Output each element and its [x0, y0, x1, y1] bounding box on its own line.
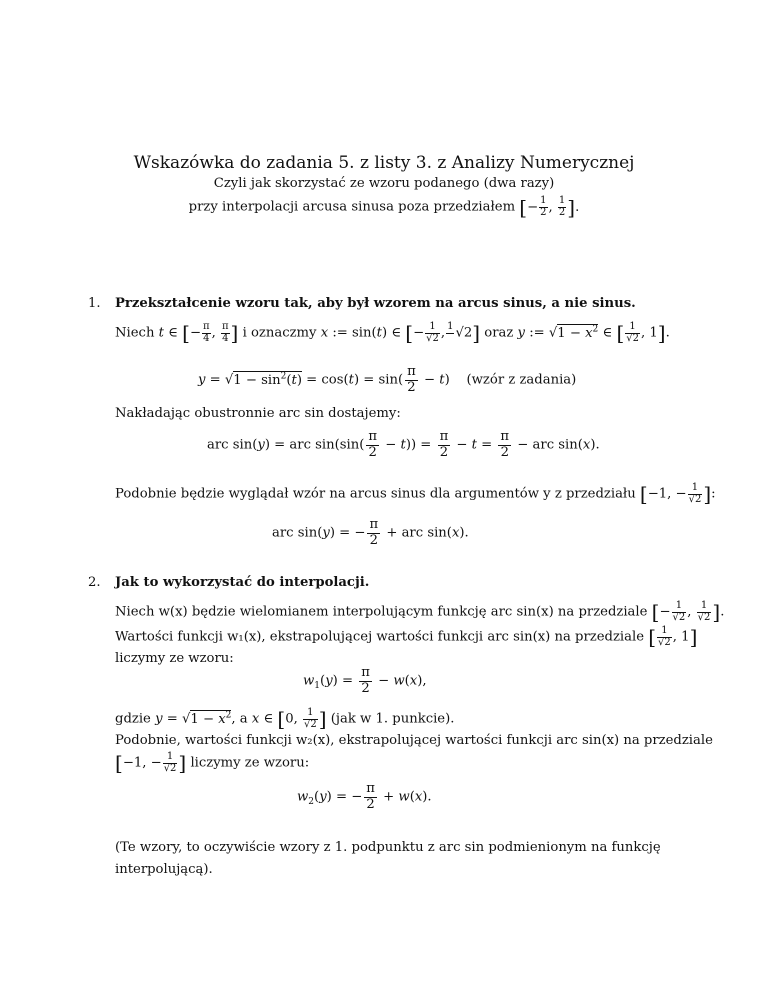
gdzie-word: gdzie — [115, 711, 151, 727]
formula-arcsin-y: arc sin(y) = arc sin(sin( $\frac{\pi}{2}$ − t)) = $\frac{\pi}{2}$ − t = $\frac{\pi}{2}$ − arc sin(x). — [207, 429, 600, 460]
subtitle-line-1: Czyli jak skorzystać ze wzoru podanego (dwa razy) — [213, 176, 555, 191]
line2-text: Wartości funkcji w₁(x), ekstrapolującej wartości funkcji arc sin(x) na przedziale — [115, 629, 645, 645]
line6-text: liczymy ze wzoru: — [190, 755, 310, 771]
page-title: Wskazówka do zadania 5. z listy 3. z Analizy Numerycznej — [133, 153, 635, 173]
line1-text: Niech w(x) będzie wielomianem interpolującym funkcję arc sin(x) na przedziale — [115, 604, 648, 620]
formula-y-cos: $y = √1 - \sin^2(t) = \cos(t) = \sin$( $\frac{\pi}{2}$ − t) (wzór z zadania) — [198, 364, 577, 395]
podobnie-text: Podobnie będzie wyglądał wzór na arcus sinus dla argumentów y z przedziału — [115, 486, 636, 502]
oznaczmy-word: i oznaczmy — [242, 325, 317, 341]
podobnie-line: Podobnie będzie wyglądał wzór na arcus sinus dla argumentów y z przedziału [−1, − $\frac{1}{√2}$ ]: — [115, 482, 716, 506]
formula-w2: $w_2(y)$ = − $\frac{\pi}{2}$ + w(x). — [297, 781, 432, 812]
jak-text: (jak w 1. punkcie). — [330, 711, 455, 727]
wzor-z-zadania: (wzór z zadania) — [466, 372, 577, 388]
formula-w1: $w_1(y)$ = $\frac{\pi}{2}$ − w(x), — [303, 665, 427, 696]
section-2-heading: Jak to wykorzystać do interpolacji. — [115, 575, 370, 590]
section-1-line-niech: Niech t ∈ [− $\frac{\pi}{4}$ , $\frac{\pi}{4}$ ] i oznaczmy x := sin(t) ∈ [− $\frac{1}{√2}$ , 1 √2] oraz y := $√1 - x^2$ ∈ [ $\frac{1}{√2}$ , 1]. — [115, 321, 670, 345]
subtitle-line-2 — [0, 196, 768, 218]
oraz-word: oraz — [484, 325, 514, 341]
section-2-number: 2. — [88, 575, 101, 590]
section-2-line-6: [−1, − $\frac{1}{√2}$ ] liczymy ze wzoru: — [115, 751, 310, 775]
section-2-line-gdzie: gdzie $y = √1 - x^2$, a x ∈ [0, $\frac{1}{√2}$ ] (jak w 1. punkcie). — [115, 707, 455, 731]
section-2-line-3: liczymy ze wzoru: — [115, 651, 234, 666]
a-word: , a — [231, 711, 248, 727]
section-1-number: 1. — [88, 296, 101, 311]
subtitle-line-2-text: przy interpolacji arcusa sinusa poza przedziałem — [188, 199, 516, 215]
section-1-heading: Przekształcenie wzoru tak, aby był wzorem na arcus sinus, a nie sinus. — [115, 296, 636, 311]
section-2-line-5: Podobnie, wartości funkcji w₂(x), ekstrapolującej wartości funkcji arc sin(x) na przedziale — [115, 733, 713, 748]
formula-arcsin-neg: arc sin(y) = − $\frac{\pi}{2}$ + arc sin(x). — [272, 517, 469, 548]
closing-line-2: interpolującą). — [115, 862, 213, 877]
niech-word: Niech — [115, 325, 155, 341]
subtitle-interval: [− $\frac{1}{2}$ , $\frac{1}{2}$ ]. — [519, 195, 580, 219]
nakladajac-line: Nakładając obustronnie arc sin dostajemy: — [115, 406, 401, 421]
closing-line-1: (Te wzory, to oczywiście wzory z 1. podpunktu z arc sin podmienionym na funkcję — [115, 840, 661, 855]
section-2-line-1: Niech w(x) będzie wielomianem interpolującym funkcję arc sin(x) na przedziale [− $\frac{1}{√2}$ , $\frac{1}{√2}$ ]. — [115, 600, 725, 624]
section-2-line-2: Wartości funkcji w₁(x), ekstrapolującej wartości funkcji arc sin(x) na przedziale [ $\frac{1}{√2}$ , 1] — [115, 625, 698, 649]
